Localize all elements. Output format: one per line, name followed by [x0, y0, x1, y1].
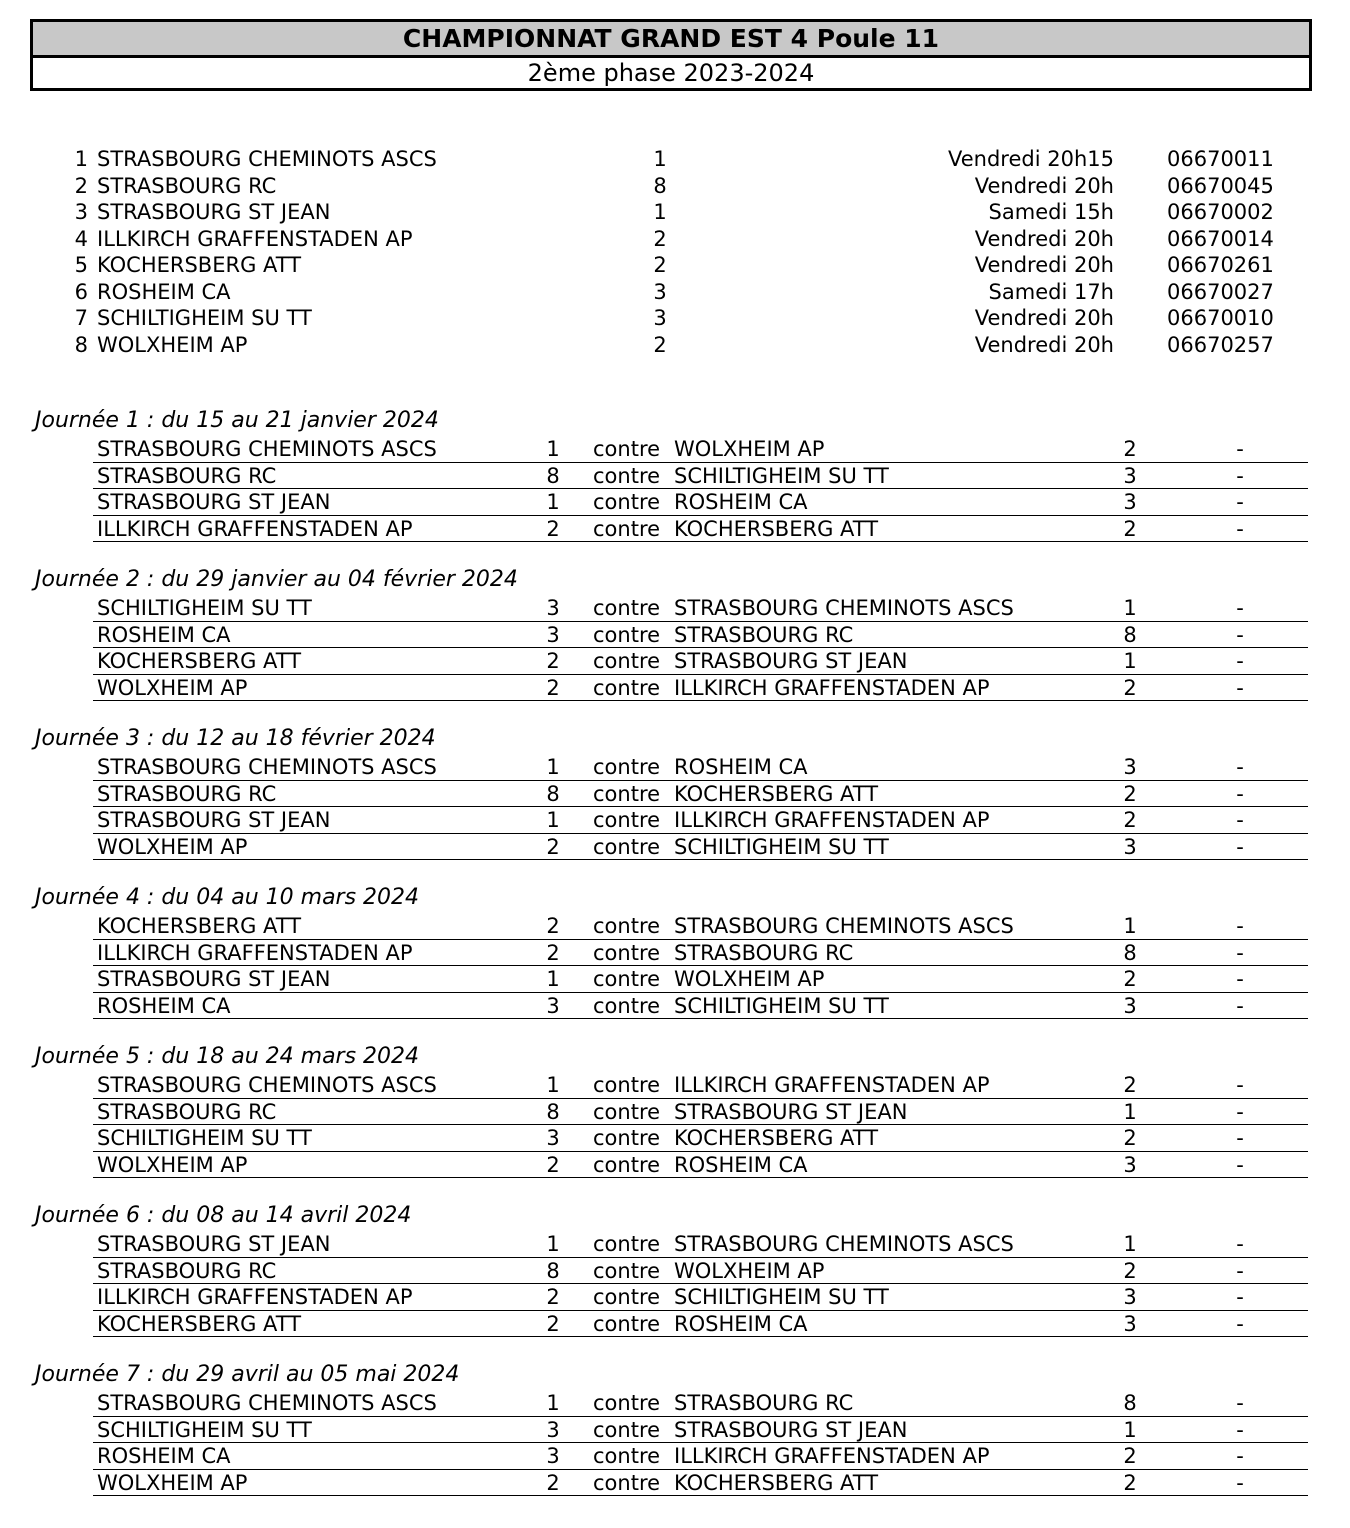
home-team: STRASBOURG CHEMINOTS ASCS	[97, 437, 437, 461]
home-team: SCHILTIGHEIM SU TT	[97, 596, 312, 620]
round-title: Journée 3 : du 12 au 18 février 2024	[35, 726, 436, 751]
home-team: ROSHEIM CA	[97, 622, 231, 647]
away-tables: 3	[1123, 1285, 1137, 1309]
home-tables: 3	[546, 1126, 560, 1150]
round-section	[0, 1360, 1350, 1519]
team-code: 06670045	[1167, 173, 1274, 198]
home-team: STRASBOURG ST JEAN	[97, 490, 331, 514]
contre-label: contre	[593, 437, 661, 461]
home-tables: 2	[546, 914, 560, 938]
away-team: STRASBOURG ST JEAN	[674, 649, 908, 673]
match-list	[93, 913, 1308, 1019]
team-row	[0, 305, 1350, 332]
away-tables: 8	[1123, 622, 1137, 647]
match-score: -	[1236, 516, 1244, 541]
home-team: WOLXHEIM AP	[97, 1470, 248, 1495]
team-number: 6	[74, 279, 88, 304]
team-row	[0, 199, 1350, 226]
team-number: 3	[74, 200, 88, 224]
header-box	[30, 19, 1312, 91]
away-team: SCHILTIGHEIM SU TT	[674, 834, 889, 859]
away-tables: 1	[1123, 1099, 1137, 1124]
home-team: WOLXHEIM AP	[97, 675, 248, 700]
round-title: Journée 6 : du 08 au 14 avril 2024	[35, 1203, 412, 1228]
contre-label: contre	[593, 490, 661, 514]
team-code: 06670002	[1167, 200, 1274, 224]
match-score: -	[1236, 490, 1244, 514]
away-tables: 8	[1123, 940, 1137, 965]
round-title: Journée 5 : du 18 au 24 mars 2024	[35, 1044, 420, 1069]
home-team: ILLKIRCH GRAFFENSTADEN AP	[97, 940, 413, 965]
away-team: KOCHERSBERG ATT	[674, 516, 879, 541]
page-title: CHAMPIONNAT GRAND EST 4 Poule 11	[33, 22, 1309, 58]
contre-label: contre	[593, 1444, 661, 1468]
team-code: 06670027	[1167, 279, 1274, 304]
home-tables: 8	[546, 463, 560, 488]
home-team: WOLXHEIM AP	[97, 1152, 248, 1177]
match-row	[93, 516, 1308, 543]
round-section	[0, 1201, 1350, 1360]
away-tables: 2	[1123, 1126, 1137, 1150]
match-score: -	[1236, 1417, 1244, 1442]
contre-label: contre	[593, 1258, 661, 1283]
away-team: ROSHEIM CA	[674, 755, 808, 779]
away-team: STRASBOURG CHEMINOTS ASCS	[674, 596, 1014, 620]
away-tables: 1	[1123, 914, 1137, 938]
home-team: ROSHEIM CA	[97, 1444, 231, 1468]
team-name: SCHILTIGHEIM SU TT	[97, 306, 312, 330]
home-tables: 2	[546, 1311, 560, 1336]
away-tables: 3	[1123, 1311, 1137, 1336]
team-schedule: Vendredi 20h15	[948, 147, 1114, 171]
team-name: STRASBOURG RC	[97, 173, 277, 198]
home-tables: 1	[546, 437, 560, 461]
home-tables: 2	[546, 1152, 560, 1177]
page-subtitle: 2ème phase 2023-2024	[527, 59, 815, 87]
match-score: -	[1236, 808, 1244, 832]
contre-label: contre	[593, 914, 661, 938]
home-team: ILLKIRCH GRAFFENSTADEN AP	[97, 1285, 413, 1309]
contre-label: contre	[593, 1311, 661, 1336]
contre-label: contre	[593, 808, 661, 832]
away-team: ROSHEIM CA	[674, 1311, 808, 1336]
home-tables: 1	[546, 808, 560, 832]
away-tables: 3	[1123, 755, 1137, 779]
contre-label: contre	[593, 1099, 661, 1124]
team-tables: 3	[653, 279, 667, 304]
contre-label: contre	[593, 1126, 661, 1150]
home-tables: 2	[546, 940, 560, 965]
team-schedule: Vendredi 20h	[974, 253, 1114, 277]
match-row	[93, 1311, 1308, 1338]
home-tables: 2	[546, 1285, 560, 1309]
round-title: Journée 4 : du 04 au 10 mars 2024	[35, 885, 420, 910]
match-row	[93, 1284, 1308, 1311]
match-score: -	[1236, 1311, 1244, 1336]
home-team: STRASBOURG CHEMINOTS ASCS	[97, 1073, 437, 1097]
away-team: SCHILTIGHEIM SU TT	[674, 993, 889, 1018]
team-tables: 3	[653, 306, 667, 330]
away-tables: 8	[1123, 1391, 1137, 1415]
away-tables: 2	[1123, 516, 1137, 541]
rounds-list	[0, 406, 1350, 1519]
match-score: -	[1236, 1152, 1244, 1177]
away-tables: 2	[1123, 1470, 1137, 1495]
away-team: ILLKIRCH GRAFFENSTADEN AP	[674, 675, 990, 700]
team-tables: 8	[653, 173, 667, 198]
home-tables: 1	[546, 1073, 560, 1097]
round-title: Journée 2 : du 29 janvier au 04 février 2024	[35, 567, 518, 592]
contre-label: contre	[593, 993, 661, 1018]
home-tables: 1	[546, 1232, 560, 1256]
team-name: STRASBOURG ST JEAN	[97, 200, 331, 224]
round-section	[0, 883, 1350, 1042]
match-row	[93, 1258, 1308, 1285]
match-score: -	[1236, 834, 1244, 859]
away-team: ILLKIRCH GRAFFENSTADEN AP	[674, 808, 990, 832]
match-list	[93, 1390, 1308, 1496]
contre-label: contre	[593, 463, 661, 488]
team-tables: 2	[653, 332, 667, 357]
home-team: STRASBOURG RC	[97, 781, 277, 806]
team-row	[0, 252, 1350, 279]
away-team: STRASBOURG CHEMINOTS ASCS	[674, 1232, 1014, 1256]
match-score: -	[1236, 1126, 1244, 1150]
away-team: WOLXHEIM AP	[674, 437, 825, 461]
match-row	[93, 1470, 1308, 1497]
away-tables: 2	[1123, 437, 1137, 461]
home-tables: 1	[546, 755, 560, 779]
match-row	[93, 489, 1308, 516]
home-tables: 2	[546, 1470, 560, 1495]
contre-label: contre	[593, 940, 661, 965]
match-row	[93, 807, 1308, 834]
home-tables: 2	[546, 675, 560, 700]
contre-label: contre	[593, 1391, 661, 1415]
home-team: SCHILTIGHEIM SU TT	[97, 1126, 312, 1150]
team-tables: 1	[653, 147, 667, 171]
away-team: ILLKIRCH GRAFFENSTADEN AP	[674, 1444, 990, 1468]
home-team: SCHILTIGHEIM SU TT	[97, 1417, 312, 1442]
team-row	[0, 146, 1350, 173]
away-team: STRASBOURG RC	[674, 940, 854, 965]
team-code: 06670257	[1167, 332, 1274, 357]
away-team: STRASBOURG RC	[674, 1391, 854, 1415]
team-tables: 2	[653, 226, 667, 251]
contre-label: contre	[593, 755, 661, 779]
away-tables: 3	[1123, 993, 1137, 1018]
match-row	[93, 913, 1308, 940]
match-score: -	[1236, 755, 1244, 779]
contre-label: contre	[593, 1285, 661, 1309]
home-team: STRASBOURG RC	[97, 463, 277, 488]
round-title: Journée 7 : du 29 avril au 05 mai 2024	[35, 1362, 460, 1387]
contre-label: contre	[593, 675, 661, 700]
home-tables: 1	[546, 490, 560, 514]
team-tables: 1	[653, 200, 667, 224]
home-team: STRASBOURG RC	[97, 1258, 277, 1283]
match-row	[93, 781, 1308, 808]
home-team: STRASBOURG ST JEAN	[97, 967, 331, 991]
match-score: -	[1236, 940, 1244, 965]
contre-label: contre	[593, 834, 661, 859]
match-list	[93, 1231, 1308, 1337]
away-tables: 1	[1123, 1232, 1137, 1256]
contre-label: contre	[593, 1417, 661, 1442]
home-team: STRASBOURG ST JEAN	[97, 808, 331, 832]
team-number: 1	[74, 147, 88, 171]
team-list	[0, 146, 1350, 358]
match-row	[93, 1417, 1308, 1444]
home-team: ROSHEIM CA	[97, 993, 231, 1018]
contre-label: contre	[593, 1073, 661, 1097]
away-tables: 1	[1123, 1417, 1137, 1442]
home-team: STRASBOURG ST JEAN	[97, 1232, 331, 1256]
team-number: 4	[74, 226, 88, 251]
match-score: -	[1236, 463, 1244, 488]
contre-label: contre	[593, 622, 661, 647]
match-list	[93, 1072, 1308, 1178]
home-team: STRASBOURG CHEMINOTS ASCS	[97, 1391, 437, 1415]
contre-label: contre	[593, 596, 661, 620]
contre-label: contre	[593, 1470, 661, 1495]
match-row	[93, 940, 1308, 967]
team-schedule: Samedi 17h	[988, 279, 1114, 304]
away-tables: 3	[1123, 834, 1137, 859]
round-title: Journée 1 : du 15 au 21 janvier 2024	[35, 408, 439, 433]
match-row	[93, 1231, 1308, 1258]
away-team: STRASBOURG RC	[674, 622, 854, 647]
away-tables: 2	[1123, 967, 1137, 991]
match-row	[93, 1443, 1308, 1470]
home-team: STRASBOURG CHEMINOTS ASCS	[97, 755, 437, 779]
match-score: -	[1236, 967, 1244, 991]
home-tables: 3	[546, 1444, 560, 1468]
away-tables: 2	[1123, 1073, 1137, 1097]
away-team: STRASBOURG ST JEAN	[674, 1417, 908, 1442]
home-team: STRASBOURG RC	[97, 1099, 277, 1124]
match-score: -	[1236, 1391, 1244, 1415]
match-score: -	[1236, 596, 1244, 620]
home-tables: 8	[546, 781, 560, 806]
away-tables: 1	[1123, 596, 1137, 620]
home-tables: 2	[546, 834, 560, 859]
match-row	[93, 966, 1308, 993]
contre-label: contre	[593, 781, 661, 806]
home-tables: 1	[546, 1391, 560, 1415]
away-team: KOCHERSBERG ATT	[674, 1126, 879, 1150]
match-row	[93, 1125, 1308, 1152]
match-score: -	[1236, 1073, 1244, 1097]
team-name: KOCHERSBERG ATT	[97, 253, 302, 277]
home-team: ILLKIRCH GRAFFENSTADEN AP	[97, 516, 413, 541]
away-team: ROSHEIM CA	[674, 490, 808, 514]
away-tables: 2	[1123, 675, 1137, 700]
match-row	[93, 993, 1308, 1020]
round-section	[0, 724, 1350, 883]
team-schedule: Vendredi 20h	[974, 306, 1114, 330]
away-team: STRASBOURG CHEMINOTS ASCS	[674, 914, 1014, 938]
match-score: -	[1236, 1232, 1244, 1256]
team-row	[0, 332, 1350, 359]
match-row	[93, 436, 1308, 463]
match-row	[93, 622, 1308, 649]
away-team: SCHILTIGHEIM SU TT	[674, 463, 889, 488]
away-team: ILLKIRCH GRAFFENSTADEN AP	[674, 1073, 990, 1097]
round-section	[0, 565, 1350, 724]
away-tables: 2	[1123, 781, 1137, 806]
away-team: WOLXHEIM AP	[674, 967, 825, 991]
match-row	[93, 1390, 1308, 1417]
team-code: 06670011	[1167, 147, 1274, 171]
match-score: -	[1236, 437, 1244, 461]
team-code: 06670014	[1167, 226, 1274, 251]
away-team: KOCHERSBERG ATT	[674, 781, 879, 806]
home-tables: 8	[546, 1258, 560, 1283]
away-tables: 2	[1123, 808, 1137, 832]
match-list	[93, 595, 1308, 701]
home-team: KOCHERSBERG ATT	[97, 1311, 302, 1336]
away-tables: 3	[1123, 463, 1137, 488]
team-tables: 2	[653, 253, 667, 277]
home-team: KOCHERSBERG ATT	[97, 914, 302, 938]
contre-label: contre	[593, 1152, 661, 1177]
match-score: -	[1236, 1470, 1244, 1495]
away-team: ROSHEIM CA	[674, 1152, 808, 1177]
team-number: 5	[74, 253, 88, 277]
contre-label: contre	[593, 967, 661, 991]
away-tables: 1	[1123, 649, 1137, 673]
match-score: -	[1236, 1444, 1244, 1468]
match-list	[93, 436, 1308, 542]
team-row	[0, 226, 1350, 253]
home-team: WOLXHEIM AP	[97, 834, 248, 859]
match-score: -	[1236, 649, 1244, 673]
team-schedule: Vendredi 20h	[974, 173, 1114, 198]
team-code: 06670261	[1167, 253, 1274, 277]
home-tables: 2	[546, 516, 560, 541]
match-row	[93, 1152, 1308, 1179]
home-tables: 3	[546, 622, 560, 647]
round-section	[0, 1042, 1350, 1201]
team-name: ILLKIRCH GRAFFENSTADEN AP	[97, 226, 413, 251]
team-number: 2	[74, 173, 88, 198]
team-schedule: Vendredi 20h	[974, 226, 1114, 251]
match-score: -	[1236, 781, 1244, 806]
match-score: -	[1236, 1258, 1244, 1283]
away-team: SCHILTIGHEIM SU TT	[674, 1285, 889, 1309]
team-number: 8	[74, 332, 88, 357]
team-schedule: Samedi 15h	[988, 200, 1114, 224]
match-row	[93, 754, 1308, 781]
away-team: KOCHERSBERG ATT	[674, 1470, 879, 1495]
match-score: -	[1236, 993, 1244, 1018]
team-name: ROSHEIM CA	[97, 279, 231, 304]
team-number: 7	[74, 306, 88, 330]
home-tables: 3	[546, 596, 560, 620]
match-score: -	[1236, 675, 1244, 700]
team-schedule: Vendredi 20h	[974, 332, 1114, 357]
match-row	[93, 595, 1308, 622]
match-row	[93, 1072, 1308, 1099]
home-team: KOCHERSBERG ATT	[97, 649, 302, 673]
contre-label: contre	[593, 1232, 661, 1256]
match-row	[93, 1099, 1308, 1126]
team-code: 06670010	[1167, 306, 1274, 330]
away-team: WOLXHEIM AP	[674, 1258, 825, 1283]
contre-label: contre	[593, 649, 661, 673]
away-tables: 2	[1123, 1444, 1137, 1468]
team-name: WOLXHEIM AP	[97, 332, 248, 357]
match-score: -	[1236, 622, 1244, 647]
team-name: STRASBOURG CHEMINOTS ASCS	[97, 147, 437, 171]
home-tables: 1	[546, 967, 560, 991]
home-tables: 8	[546, 1099, 560, 1124]
round-section	[0, 406, 1350, 565]
team-row	[0, 173, 1350, 200]
match-score: -	[1236, 1285, 1244, 1309]
away-tables: 3	[1123, 1152, 1137, 1177]
match-row	[93, 648, 1308, 675]
away-tables: 2	[1123, 1258, 1137, 1283]
match-score: -	[1236, 1099, 1244, 1124]
away-tables: 3	[1123, 490, 1137, 514]
home-tables: 2	[546, 649, 560, 673]
contre-label: contre	[593, 516, 661, 541]
match-score: -	[1236, 914, 1244, 938]
match-row	[93, 834, 1308, 861]
home-tables: 3	[546, 993, 560, 1018]
away-team: STRASBOURG ST JEAN	[674, 1099, 908, 1124]
home-tables: 3	[546, 1417, 560, 1442]
match-row	[93, 463, 1308, 490]
team-row	[0, 279, 1350, 306]
match-list	[93, 754, 1308, 860]
match-row	[93, 675, 1308, 702]
